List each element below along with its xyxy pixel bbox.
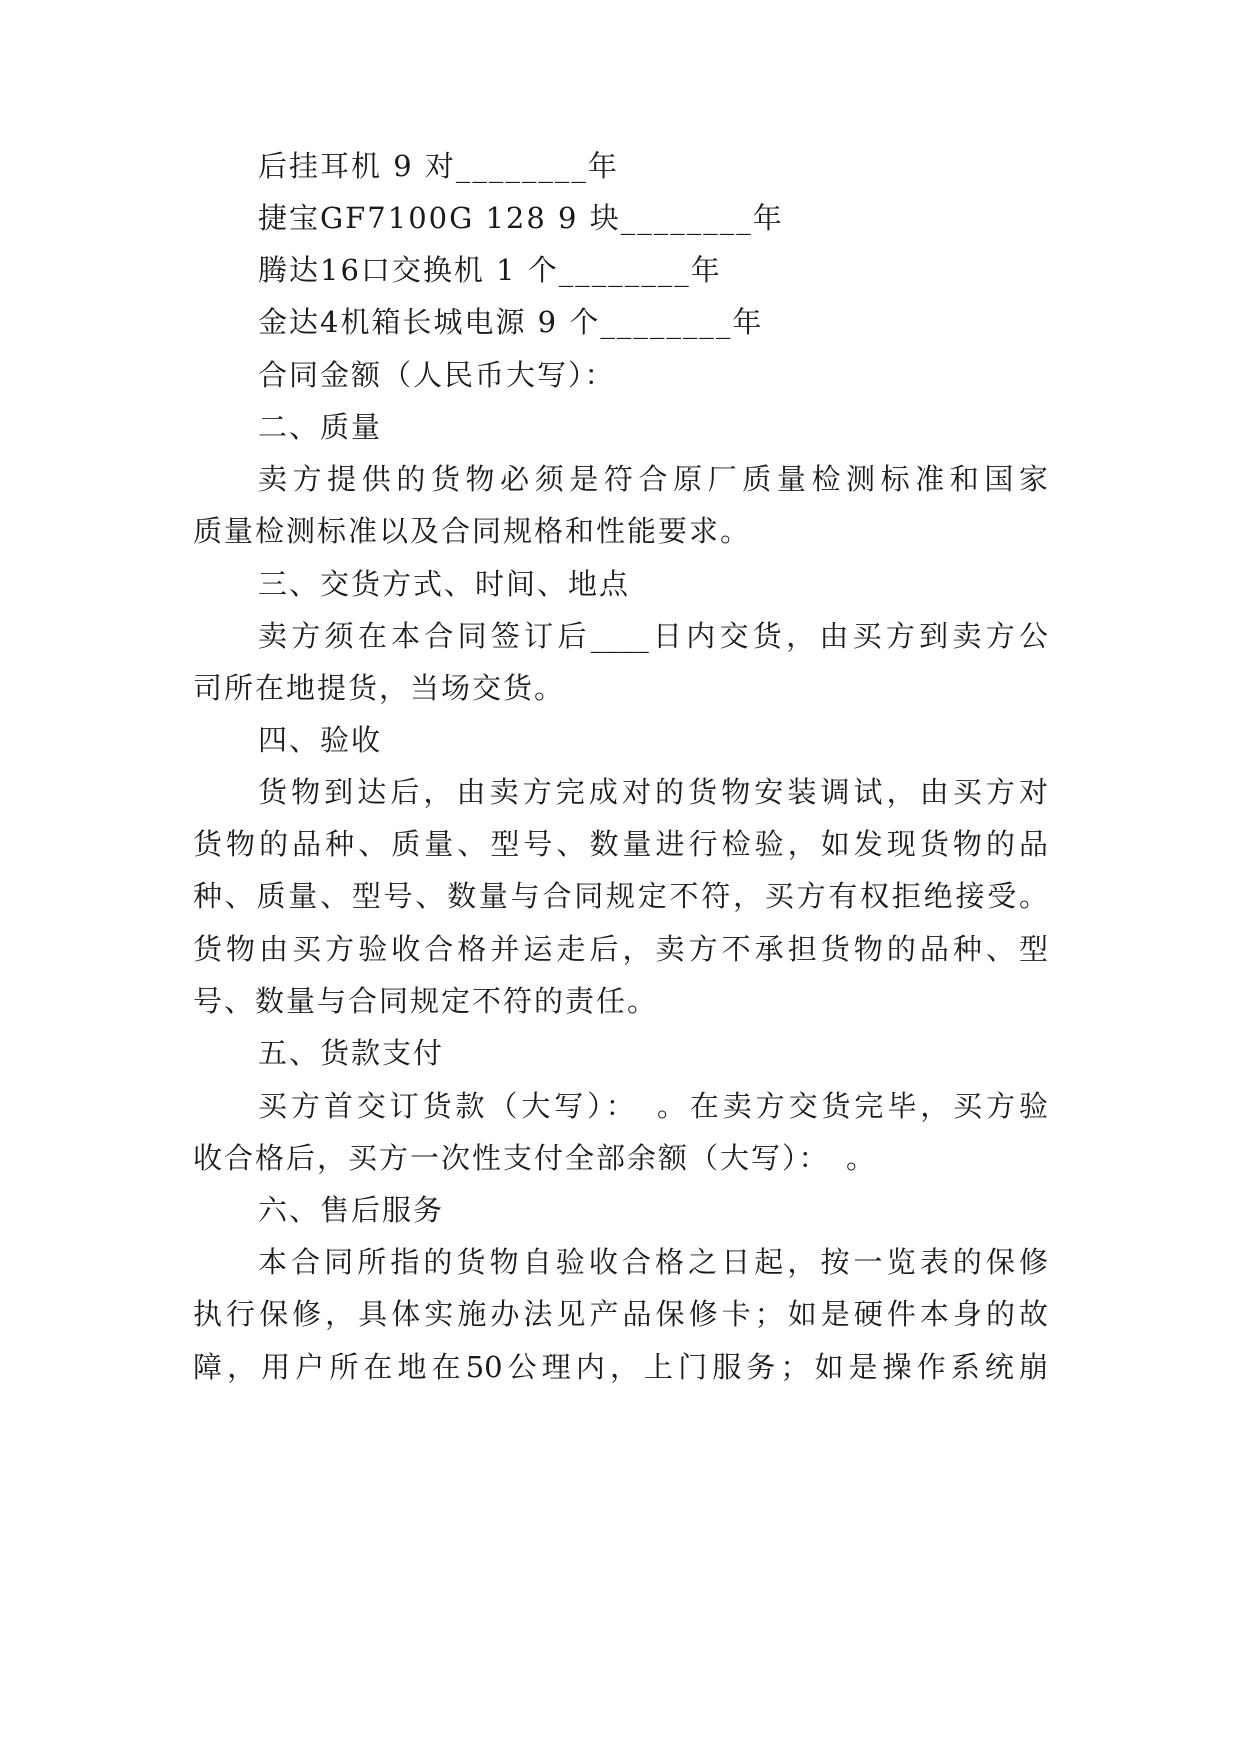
paragraph-line: 买方首交订货款（大写）： 。在卖方交货完毕，买方验 [258, 1089, 1048, 1123]
section-heading-delivery: 三、交货方式、时间、地点 [258, 567, 631, 601]
section-heading-acceptance: 四、验收 [258, 723, 383, 757]
item-line-switch: 腾达16口交换机 1 个________年 [258, 253, 722, 287]
paragraph-line: 司所在地提货，当场交货。 [193, 671, 566, 705]
paragraph-line: 货物由买方验收合格并运走后，卖方不承担货物的品种、型 [193, 932, 1048, 966]
paragraph-line: 卖方提供的货物必须是符合原厂质量检测标准和国家 [258, 462, 1048, 496]
section-heading-quality: 二、质量 [258, 410, 383, 444]
paragraph-line: 货物到达后，由卖方完成对的货物安装调试，由买方对 [258, 775, 1048, 809]
item-line-earphone: 后挂耳机 9 对________年 [258, 149, 619, 183]
paragraph-line: 号、数量与合同规定不符的责任。 [193, 984, 659, 1018]
paragraph-line: 货物的品种、质量、型号、数量进行检验，如发现货物的品 [193, 827, 1048, 861]
paragraph-line: 本合同所指的货物自验收合格之日起，按一览表的保修 [258, 1245, 1048, 1279]
paragraph-line: 质量检测标准以及合同规格和性能要求。 [193, 514, 752, 548]
section-heading-payment: 五、货款支付 [258, 1036, 445, 1070]
contract-amount-line: 合同金额（人民币大写）： [258, 358, 616, 392]
paragraph-line: 障，用户所在地在50公理内，上门服务；如是操作系统崩 [193, 1350, 1048, 1384]
item-line-scanner: 捷宝GF7100G 128 9 块________年 [258, 201, 784, 235]
paragraph-line: 卖方须在本合同签订后____日内交货，由买方到卖方公 [258, 619, 1048, 653]
paragraph-line: 种、质量、型号、数量与合同规定不符，买方有权拒绝接受。 [193, 879, 1048, 913]
item-line-chassis: 金达4机箱长城电源 9 个________年 [258, 305, 764, 339]
paragraph-line: 执行保修，具体实施办法见产品保修卡；如是硬件本身的故 [193, 1297, 1048, 1331]
section-heading-after-sales: 六、售后服务 [258, 1193, 445, 1227]
paragraph-line: 收合格后，买方一次性支付全部余额（大写）： 。 [193, 1141, 878, 1175]
